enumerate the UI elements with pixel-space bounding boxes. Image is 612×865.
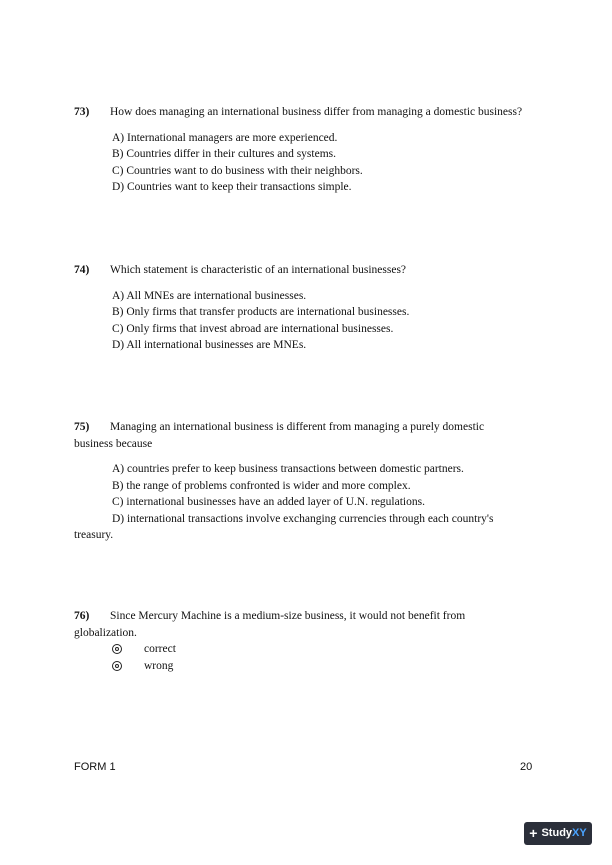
footer-page-number: 20 (520, 761, 533, 773)
option-d: D) Countries want to keep their transactions simple. (112, 181, 352, 193)
option-c: C) international businesses have an added layer of U.N. regulations. (112, 496, 425, 508)
question-number: 74) (74, 264, 90, 276)
question-text: Managing an international business is different from managing a purely domestic (110, 421, 485, 433)
question-number: 75) (74, 421, 90, 433)
option-c: C) Only firms that invest abroad are international businesses. (112, 322, 394, 335)
question-stem (74, 262, 554, 279)
studyxy-badge[interactable] (524, 822, 592, 845)
option-c: C) Countries want to do business with their neighbors. (112, 164, 363, 177)
choice-label: correct (144, 643, 176, 655)
badge-text: StudyXY (541, 827, 587, 840)
question-74 (74, 262, 554, 354)
question-text: Since Mercury Machine is a medium-size business, it would not benefit from (110, 610, 466, 622)
options-list (74, 288, 554, 354)
option-d-continued: treasury. (74, 529, 114, 541)
question-text: How does managing an international business differ from managing a domestic business? (110, 106, 523, 118)
choice-wrong[interactable] (74, 658, 554, 675)
question-75 (74, 419, 554, 544)
options-list (74, 461, 554, 544)
option-a: A) International managers are more experienced. (112, 131, 338, 144)
radio-icon[interactable] (112, 644, 122, 654)
option-d: D) international transactions involve exchanging currencies through each country's (112, 512, 494, 525)
options-list (74, 130, 554, 196)
option-b: B) Countries differ in their cultures and systems. (112, 148, 336, 160)
option-a: A) countries prefer to keep business transactions between domestic partners. (112, 463, 464, 475)
option-a: A) All MNEs are international businesses. (112, 289, 307, 302)
question-stem (74, 104, 554, 121)
choice-correct[interactable] (74, 641, 554, 658)
question-text-continued: globalization. (74, 626, 137, 639)
option-b: B) the range of problems confronted is wider and more complex. (112, 479, 411, 492)
question-76 (74, 608, 554, 674)
question-number: 76) (74, 610, 90, 622)
question-stem (74, 419, 554, 436)
option-b: B) Only firms that transfer products are international businesses. (112, 306, 410, 318)
radio-icon[interactable] (112, 661, 122, 671)
question-73 (74, 104, 554, 196)
question-text-continued: business because (74, 437, 153, 450)
footer-form-label: FORM 1 (74, 761, 116, 773)
question-stem (74, 608, 554, 625)
question-number: 73) (74, 106, 90, 118)
choice-label: wrong (144, 659, 174, 672)
option-d: D) All international businesses are MNEs. (112, 339, 307, 351)
question-text: Which statement is characteristic of an international businesses? (110, 264, 407, 276)
plus-icon: + (529, 825, 538, 842)
